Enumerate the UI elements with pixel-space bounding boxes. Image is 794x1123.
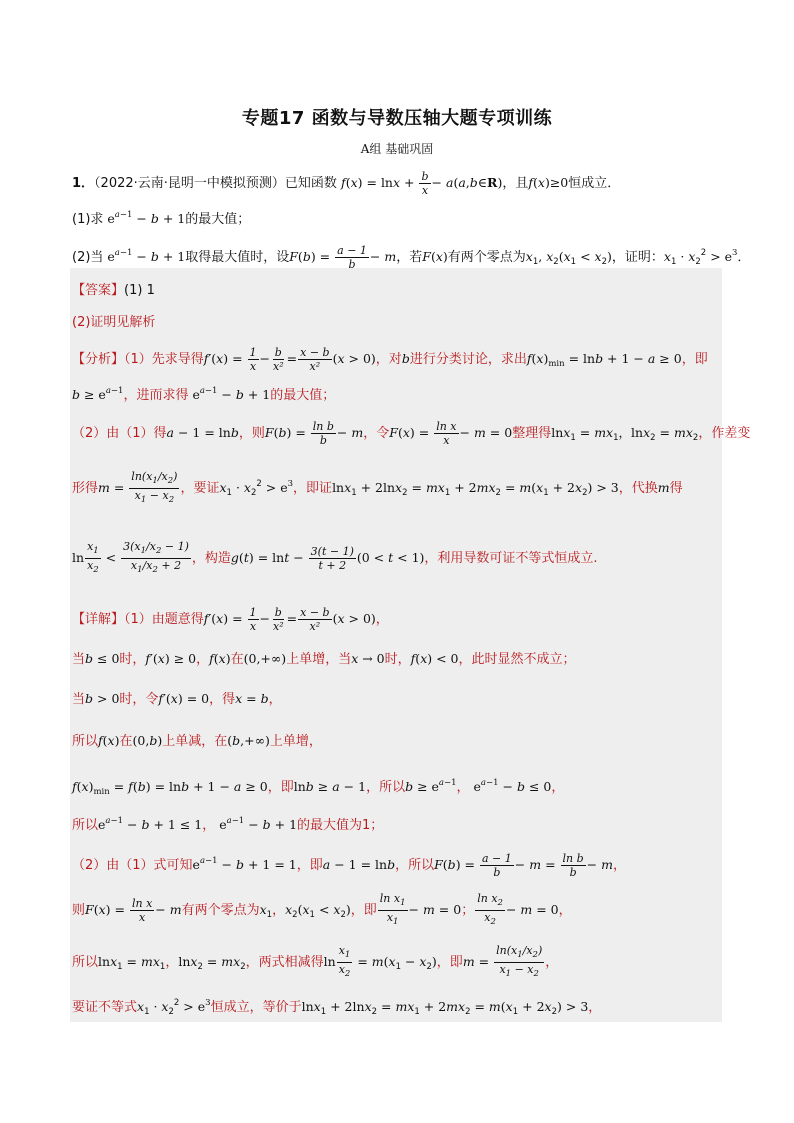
answer-line: 【答案】(1) 1 [72,283,155,298]
fraction-b-over-x: $\frac{b}{x}$ [421,170,429,197]
analysis-line-3: （2）由（1）得a − 1 = lnb，则F(b) = $\frac{\text{ln b}}{b}$ − m，令F(x) = $\frac{\text{ln x}}{x}$ − m = 0整理得$\ln x_1 = mx_1$，$\ln x_2 = mx_2$，作差变 [72,420,751,447]
detail-line-4: 所以f(x)在(0,b)上单减，在(b,+∞)上单增， [72,733,322,749]
analysis-line-1: 【分析】（1）先求导得f′(x) = $\frac{1}{x}$ − $\frac{b}{\text{x²}}$ = $\frac{x - b}{\text{x²}}$ (x > 0)，对b进行分类讨论，求出$f(x)_{min} = \ln b + 1 - a \ge 0$，即 [72,346,708,373]
detail-line-7: （2）由（1）式可知$e^{a-1} - b + 1 = 1$，即a − 1 = lnb，所以F(b) = $\frac{a - 1}{b}$ − m = $\frac{\text{ln b}}{b}$ − m， [72,852,626,879]
detail-tag: 【详解】 [72,612,125,627]
answer-2-line: (2)证明见解析 [72,315,156,330]
detail-line-10: 要证不等式$x_1 \cdot x_2^2 > e^3$恒成立，等价于$\ln x_1 + 2\ln x_2 = mx_1 + 2mx_2 = m(x_1 + 2x_2) > 3$， [72,998,602,1017]
analysis-line-4: 形得m = $\frac{\ln(x_1/x_2)}{x_1 - x_2}$ ，要证$x_1 \cdot x_2^2 > e^3$，即证$\ln x_1 + 2\ln x_2 = mx_1 + 2mx_2 = m(x_1 + 2x_2) > 3$，代换m得 [72,470,683,505]
page-title: 专题17 函数与导数压轴大题专项训练 [241,108,553,129]
analysis-line-2: $b \ge e^{a-1}$，进而求得 $e^{a-1} - b + 1$的最大值； [72,386,336,403]
analysis-tag: 【分析】 [72,352,125,367]
detail-line-8: 则F(x) = $\frac{\text{ln x}}{x}$ − m有两个零点为$x_1$，$x_2(x_1 < x_2)$，即 $\frac{\ln x_1}{x_1}$ − m = 0； $\frac{\ln x_2}{x_2}$ − m = 0， [72,892,572,927]
part-1-line: (1)求 $e^{a-1} - b + 1$的最大值； [72,210,251,227]
detail-line-1: 【详解】（1）由题意得f′(x) = $\frac{1}{x}$ − $\frac{b}{\text{x²}}$ = $\frac{x - b}{\text{x²}}$ (x > 0)， [72,606,389,633]
question-1-line: 1．（2022·云南·昆明一中模拟预测）已知函数 f(x) = lnx + $\frac{b}{x}$ − a(a,b∈R)，且f(x)≥0恒成立． [72,170,621,197]
detail-line-6: 所以$e^{a-1} - b + 1 \le 1$， $e^{a-1} - b + 1$的最大值为1； [72,816,384,833]
analysis-line-5: ln $\frac{x_1}{x_2}$ < $\frac{3(x_1/x_2 - 1)}{x_1/x_2 + 2}$ ，构造g(t) = lnt − $\frac{3(t - 1)}{t + 2}$ (0 < t < 1)，利用导数可证不等式恒成立. [72,540,598,575]
math-expr: $e^{a-1} - b + 1$ [103,210,186,226]
section-subtitle: A组 基础巩固 [360,142,434,156]
detail-line-3: 当b > 0时，令f′(x) = 0，得x = b， [72,691,282,707]
detail-line-2: 当b ≤ 0时，f′(x) ≥ 0，f(x)在(0,+∞)上单增，当x → 0时，f(x) < 0，此时显然不成立； [72,651,576,667]
part-2-line: (2)当 $e^{a-1} - b + 1$取得最大值时，设F(b) = $\frac{a - 1}{b}$ − m，若F(x)有两个零点为$x_1$, $x_2(x_1 < x_2)$，证明：$x_1 \cdot x_2^2 > e^3$． [72,244,750,271]
question-number: 1． [72,176,95,191]
detail-line-5: $f(x)_{min} = f(b) = \ln b + 1 - a \ge 0$，即lnb ≥ a − 1，所以$b \ge e^{a-1}$， $e^{a-1} - b \le 0$， [72,778,565,797]
answer-tag: 【答案】 [72,283,125,298]
question-source: （2022·云南·昆明一中模拟预测）已知函数 [94,176,337,191]
math-fx-def: f [341,175,346,190]
detail-line-9: 所以$\ln x_1 = mx_1$，$\ln x_2 = mx_2$，两式相减得ln $\frac{x_1}{x_2}$ = $m(x_1 - x_2)$，即m = $\frac{\ln(x_1/x_2)}{x_1 - x_2}$ ， [72,944,559,979]
